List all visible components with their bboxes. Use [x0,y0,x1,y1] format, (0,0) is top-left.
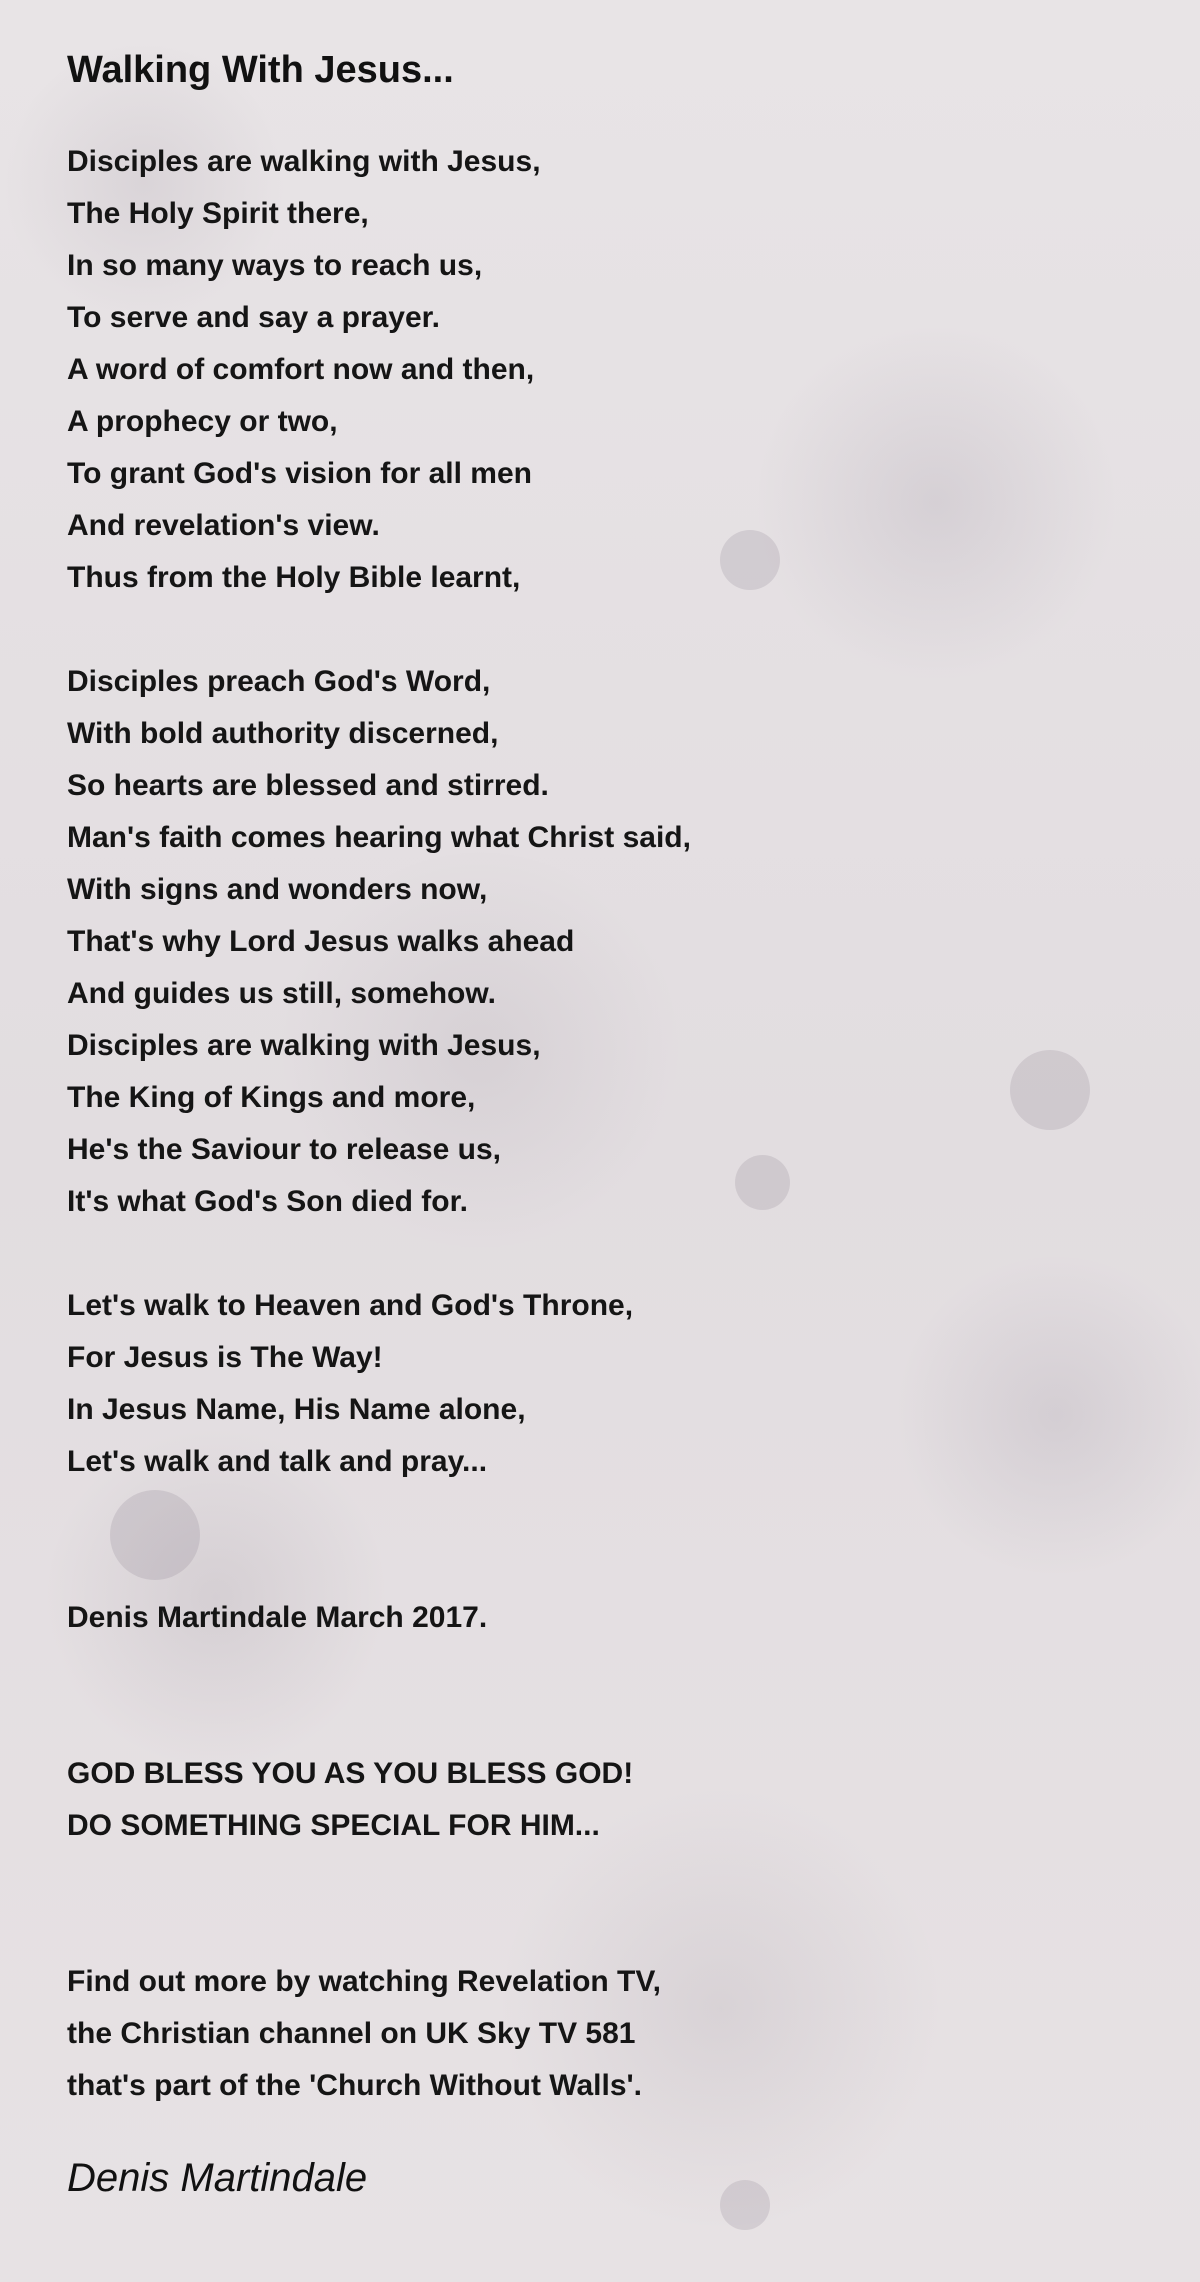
stanza-2 [67,656,1147,1228]
poem-line: Disciples are walking with Jesus, [67,144,541,178]
note-block [67,1956,1147,2112]
poem-line: Let's walk to Heaven and God's Throne, [67,1288,634,1322]
poem-line: And guides us still, somehow. [67,976,496,1010]
poem-line: That's why Lord Jesus walks ahead [67,924,575,958]
blessing-line: GOD BLESS YOU AS YOU BLESS GOD! [67,1756,634,1790]
note-line: the Christian channel on UK Sky TV 581 [67,2016,636,2050]
stanza-3 [67,1280,1147,1488]
poem-line: And revelation's view. [67,508,380,542]
blessing-line: DO SOMETHING SPECIAL FOR HIM... [67,1808,600,1842]
stanza-1 [67,136,1147,604]
poem-line: So hearts are blessed and stirred. [67,768,549,802]
poem-line: It's what God's Son died for. [67,1184,468,1218]
poem-line: For Jesus is The Way! [67,1340,383,1374]
poem-line: Disciples are walking with Jesus, [67,1028,541,1062]
poem-line: Disciples preach God's Word, [67,664,491,698]
blessing-block [67,1748,1147,1852]
poem-title: Walking With Jesus... [67,49,454,91]
poem-line: The King of Kings and more, [67,1080,476,1114]
poem-line: Man's faith comes hearing what Christ said, [67,820,691,854]
poem-line: With signs and wonders now, [67,872,488,906]
author-name: Denis Martindale [67,2155,368,2200]
poem-line: Thus from the Holy Bible learnt, [67,560,521,594]
signature-line: Denis Martindale March 2017. [67,1600,488,1634]
signature-block [67,1592,1147,1644]
note-line: Find out more by watching Revelation TV, [67,1964,661,1998]
poem-line: In Jesus Name, His Name alone, [67,1392,526,1426]
poem-line: To grant God's vision for all men [67,456,532,490]
poem-line: The Holy Spirit there, [67,196,369,230]
poem-line: Let's walk and talk and pray... [67,1444,488,1478]
poem-line: In so many ways to reach us, [67,248,483,282]
poem-line: A word of comfort now and then, [67,352,535,386]
poem-line: To serve and say a prayer. [67,300,440,334]
poem-line: With bold authority discerned, [67,716,499,750]
poem-line: He's the Saviour to release us, [67,1132,501,1166]
poem-page [67,48,1147,2201]
note-line: that's part of the 'Church Without Walls'. [67,2068,642,2102]
poem-line: A prophecy or two, [67,404,338,438]
